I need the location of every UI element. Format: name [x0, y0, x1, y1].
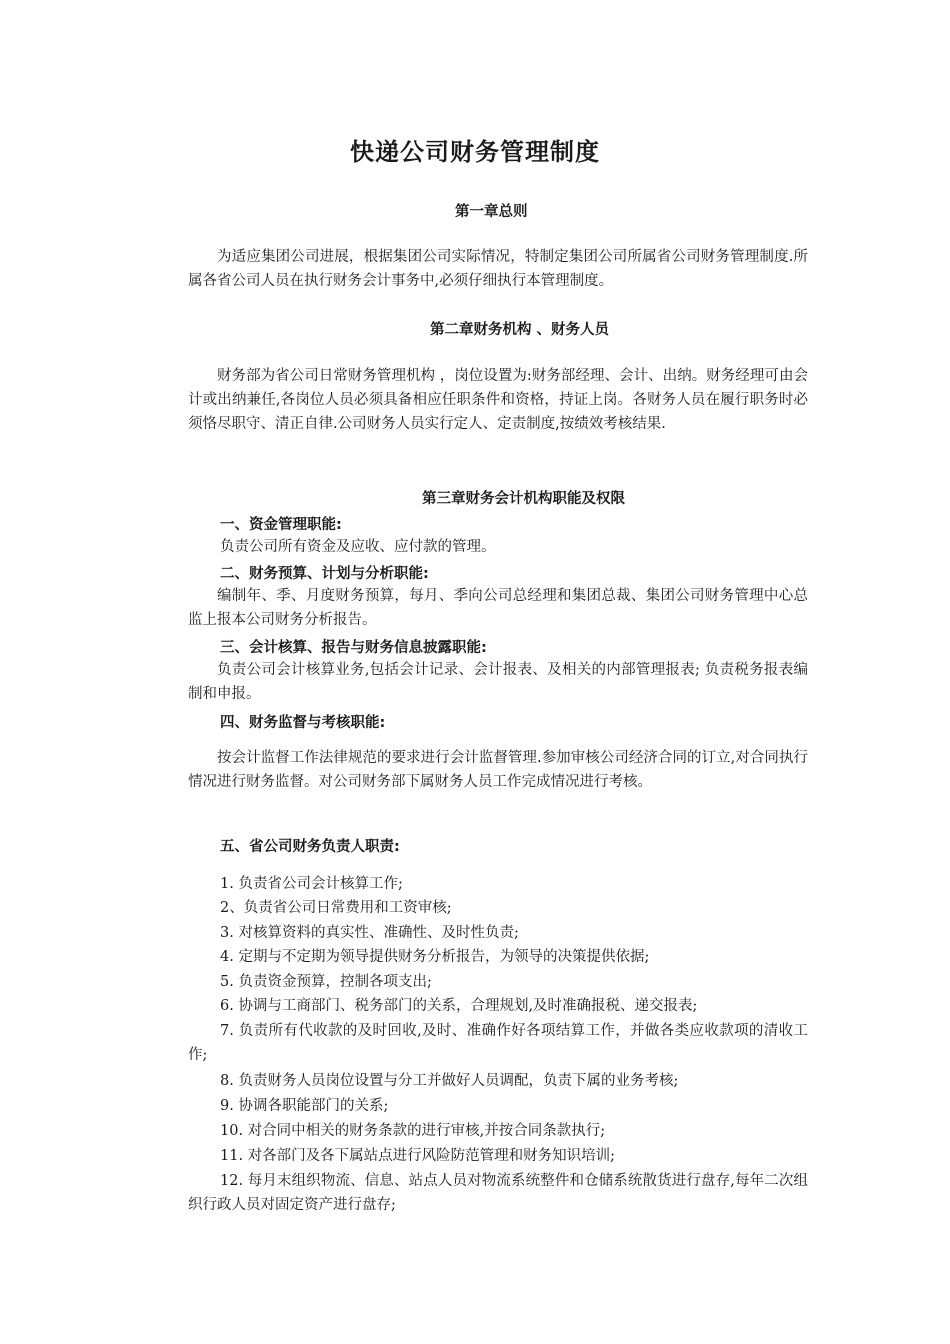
section-5-title: 五、省公司财务负责人职责: [220, 839, 400, 855]
duty-item: 8. 负责财务人员岗位设置与分工并做好人员调配，负责下属的业务考核; [220, 1073, 679, 1089]
chapter-3-heading: 第三章财务会计机构职能及权限 [422, 491, 625, 507]
duty-item: 12. 每月末组织物流、信息、站点人员对物流系统整件和仓储系统散货进行盘存,每年二次组织行政人员对固定资产进行盘存; [188, 1173, 808, 1213]
section-3-title: 三、会计核算、报告与财务信息披露职能: [220, 640, 487, 656]
section-1-body: 负责公司所有资金及应收、应付款的管理。 [220, 539, 496, 555]
chapter-1-body: 为适应集团公司进展，根据集团公司实际情况，特制定集团公司所属省公司财务管理制度.所属各省公司人员在执行财务会计事务中,必须仔细执行本管理制度。 [188, 249, 808, 289]
section-4-title: 四、财务监督与考核职能: [220, 715, 386, 731]
document-title: 快递公司财务管理制度 [350, 138, 600, 166]
section-2-body: 编制年、季、月度财务预算，每月、季向公司总经理和集团总裁、集团公司财务管理中心总监上报本公司财务分析报告。 [188, 588, 808, 628]
section-4-body: 按会计监督工作法律规范的要求进行会计监督管理.参加审核公司经济合同的订立,对合同执行情况进行财务监督。对公司财务部下属财务人员工作完成情况进行考核。 [188, 750, 808, 790]
chapter-1-heading: 第一章总则 [455, 204, 528, 220]
duty-item: 7. 负责所有代收款的及时回收,及时、准确作好各项结算工作，并做各类应收款项的清收工作; [188, 1023, 808, 1063]
duty-item: 5. 负责资金预算，控制各项支出; [220, 974, 432, 990]
duty-item: 2、负责省公司日常费用和工资审核; [220, 900, 452, 916]
section-3-body: 负责公司会计核算业务,包括会计记录、会计报表、及相关的内部管理报表; 负责税务报表编制和申报。 [188, 662, 808, 702]
section-1-title: 一、资金管理职能: [220, 517, 342, 533]
chapter-2-heading: 第二章财务机构 、财务人员 [430, 322, 610, 338]
duty-item: 11. 对各部门及各下属站点进行风险防范管理和财务知识培训; [220, 1148, 616, 1164]
duty-item: 6. 协调与工商部门、税务部门的关系，合理规划,及时准确报税、递交报表; [220, 998, 698, 1014]
chapter-2-body: 财务部为省公司日常财务管理机构 ，岗位设置为:财务部经理、会计、出纳。财务经理可由会计或出纳兼任,各岗位人员必须具备相应任职条件和资格，持证上岗。各财务人员在履行职务时必须恪尽职守、清正自律.公司财务人员实行定人、定责制度,按绩效考核结果. [188, 368, 808, 432]
duty-item: 3. 对核算资料的真实性、准确性、及时性负责; [220, 925, 519, 941]
duty-item: 10. 对合同中相关的财务条款的进行审核,并按合同条款执行; [220, 1123, 606, 1139]
duty-item: 4. 定期与不定期为领导提供财务分析报告，为领导的决策提供依据; [220, 949, 650, 965]
section-2-title: 二、财务预算、计划与分析职能: [220, 566, 429, 582]
duty-item: 9. 协调各职能部门的关系; [220, 1098, 389, 1114]
duty-item: 1. 负责省公司会计核算工作; [220, 876, 403, 892]
